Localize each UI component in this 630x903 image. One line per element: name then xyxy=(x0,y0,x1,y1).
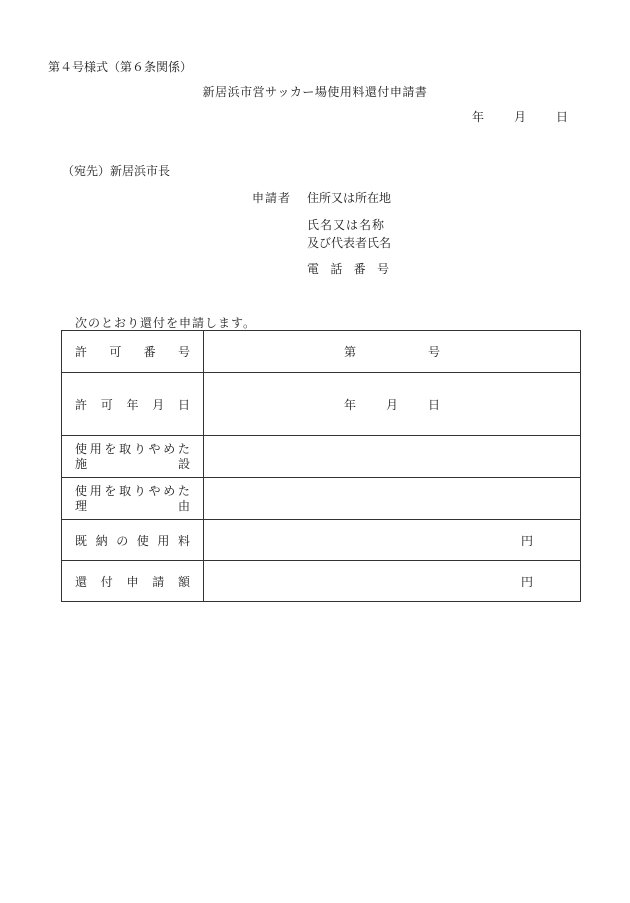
application-date xyxy=(472,111,568,123)
row-cancelled-facility xyxy=(62,436,581,478)
applicant-phone-label xyxy=(307,263,389,275)
label-permit-number: 許 可 番 号 xyxy=(62,331,204,373)
label-fee-paid: 既 納 の 使 用 料 xyxy=(62,520,204,561)
row-refund-amount xyxy=(62,561,581,602)
date-month: 月 xyxy=(514,110,527,124)
date-day: 日 xyxy=(556,110,569,124)
value-cancelled-facility[interactable] xyxy=(204,436,581,478)
label-refund-amount: 還 付 申 請 額 xyxy=(62,561,204,602)
label-cancel-reason: 使 用 を 取 り や め た 理 由 xyxy=(62,478,204,520)
row-cancel-reason xyxy=(62,478,581,520)
applicant-representative-label: 及び代表者氏名 xyxy=(307,236,392,250)
document-title: 新居浜市営サッカー場使用料還付申請書 xyxy=(202,85,428,99)
form-number: 第４号様式（第６条関係） xyxy=(48,60,193,74)
row-fee-paid xyxy=(62,520,581,561)
applicant-address-label: 住所又は所在地 xyxy=(307,191,392,205)
refund-amount-unit: 円 xyxy=(520,574,533,589)
label-cancelled-facility: 使 用 を 取 り や め た 施 設 xyxy=(62,436,204,478)
permit-number-suffix: 号 xyxy=(428,345,441,359)
value-cancel-reason[interactable] xyxy=(204,478,581,520)
permit-year: 年 xyxy=(343,397,356,412)
label-permit-date: 許 可 年 月 日 xyxy=(62,373,204,436)
value-fee-paid[interactable] xyxy=(204,520,581,561)
row-permit-number xyxy=(62,331,581,373)
value-permit-number[interactable] xyxy=(204,331,581,373)
addressee: （宛先）新居浜市長 xyxy=(62,164,171,178)
permit-day: 日 xyxy=(428,397,441,412)
intro-text: 次のとおり還付を申請します。 xyxy=(75,316,257,330)
value-permit-date[interactable] xyxy=(204,373,581,436)
phone-char: 号 xyxy=(376,262,389,276)
date-year: 年 xyxy=(472,110,485,124)
row-permit-date xyxy=(62,373,581,436)
permit-number-prefix: 第 xyxy=(343,345,356,359)
phone-char: 話 xyxy=(330,262,343,276)
phone-char: 番 xyxy=(353,262,366,276)
value-refund-amount[interactable] xyxy=(204,561,581,602)
permit-month: 月 xyxy=(385,397,398,412)
refund-application-table xyxy=(61,330,581,602)
phone-char: 電 xyxy=(307,262,320,276)
fee-paid-unit: 円 xyxy=(520,533,533,548)
applicant-name-label: 氏名又は名称 xyxy=(307,218,386,232)
applicant-label: 申請者 xyxy=(252,191,292,205)
